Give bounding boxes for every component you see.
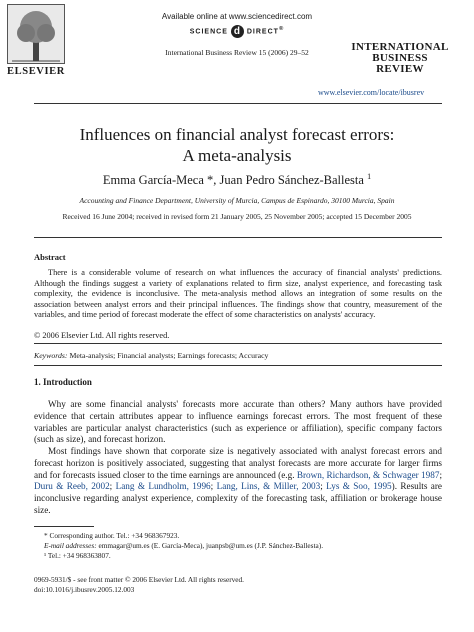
para2-text: ). Results are inconclusive regarding analyst experience, complexity of the forecasting task, affiliation or brokerage house size. [34, 481, 443, 515]
header-divider [34, 103, 442, 104]
citation-link[interactable]: Lang, Lins, & Miller, 2003 [216, 481, 321, 492]
masthead [132, 12, 342, 57]
sd-right-text: DIRECT [246, 28, 279, 36]
email-addresses[interactable]: emmagar@um.es (E. García-Meca), juanpsb@um.es (J.P. Sánchez-Ballesta). [96, 541, 324, 550]
sd-registered-mark: ® [278, 26, 285, 33]
keywords-label: Keywords: [34, 351, 68, 360]
journal-reference: International Business Review 15 (2006) 29–52 [165, 48, 309, 57]
citation-separator: ; [210, 481, 217, 492]
sd-left-text: SCIENCE [189, 28, 228, 36]
elsevier-tree-icon [7, 4, 65, 64]
doi-line[interactable]: doi:10.1016/j.ibusrev.2005.12.003 [34, 585, 135, 594]
publisher-name: ELSEVIER [7, 66, 65, 77]
sd-at-icon: d [231, 25, 244, 38]
citation-link[interactable]: Lys & Soo, 1995 [326, 481, 392, 492]
author-names: Emma García-Meca *, Juan Pedro Sánchez-Ballesta [102, 173, 364, 188]
journal-url-link[interactable]: www.elsevier.com/locate/ibusrev [318, 88, 425, 97]
journal-logo-line: REVIEW [376, 63, 424, 75]
citation-link[interactable]: Lang & Lundholm, 1996 [115, 481, 211, 492]
citation-separator: ; [439, 469, 442, 480]
elsevier-logo [6, 4, 66, 80]
journal-logo-line: INTERNATIONAL [351, 41, 449, 53]
journal-logo-line: BUSINESS [372, 52, 428, 64]
footnote-emails [44, 541, 444, 550]
citation-separator: ; [109, 481, 116, 492]
issn-line: 0969-5931/$ - see front matter © 2006 Elsevier Ltd. All rights reserved. [34, 575, 245, 584]
email-label: E-mail addresses: [44, 541, 97, 550]
authors [20, 172, 454, 188]
keywords [34, 351, 268, 360]
affiliation: Accounting and Finance Department, University of Murcia, Campus de Espinardo, 30100 Murcia, Spain [79, 196, 395, 205]
received-dates: Received 16 June 2004; received in revised form 21 January 2005, 25 November 2005; accepted 15 December 2005 [62, 212, 412, 221]
abstract-text: There is a considerable volume of research on what influences the accuracy of financial analysts' predictions. Although the findings suggest a variety of explanations related to firm size, analyst experience, and forecasting task complexity, the evidence is inconclusive. The meta-analysis method allows an integration of some results on the association between analyst errors and their principal influences. The findings show that country, measurement of the variables, and time period of forecast moderate the effect of some characteristics on analysts' accuracy. [34, 268, 442, 320]
section-heading: 1. Introduction [34, 377, 92, 387]
journal-logo [340, 42, 460, 75]
available-online-text: Available online at www.sciencedirect.com [161, 12, 313, 21]
citation-link[interactable]: Brown, Richardson, & Schwager 1987 [296, 469, 440, 480]
citation-link[interactable]: Duru & Reeb, 2002 [34, 481, 110, 492]
footnote-tel: ¹ Tel.: +34 968363807. [44, 551, 111, 560]
footnote-divider [34, 526, 94, 527]
abstract-copyright: © 2006 Elsevier Ltd. All rights reserved. [34, 331, 170, 340]
keywords-list: Meta-analysis; Financial analysts; Earnings forecasts; Accuracy [67, 351, 269, 360]
keywords-divider [34, 343, 442, 344]
sciencedirect-logo [132, 25, 342, 38]
abstract-top-divider [34, 237, 442, 238]
abstract-heading: Abstract [34, 252, 66, 262]
title-line: A meta-analysis [182, 146, 292, 165]
footnote-corresponding: * Corresponding author. Tel.: +34 968367923. [44, 531, 180, 540]
title-line: Influences on financial analyst forecast errors: [79, 125, 395, 144]
intro-paragraph-2 [34, 446, 442, 517]
para2-text: Most findings have shown that corporate size is negatively associated with analyst forecast errors and forecast horizon is positively associated, suggesting that analyst forecasts are more accurate for larger firms and for forecasts issued closer to the time earnings are announced (e.g. [34, 446, 442, 480]
citation-separator: ; [320, 481, 327, 492]
article-title [20, 124, 454, 166]
intro-divider [34, 365, 442, 366]
author-footnote-mark: 1 [367, 172, 372, 181]
intro-paragraph-1: Why are some financial analysts' forecasts more accurate than others? Many authors have provided evidence that certain attributes appear to influence earnings forecast errors. The most frequent of these variables are particular analyst characteristics (such as experience or affiliation), specific company factors (such as size), and forecast horizon. [34, 399, 442, 445]
